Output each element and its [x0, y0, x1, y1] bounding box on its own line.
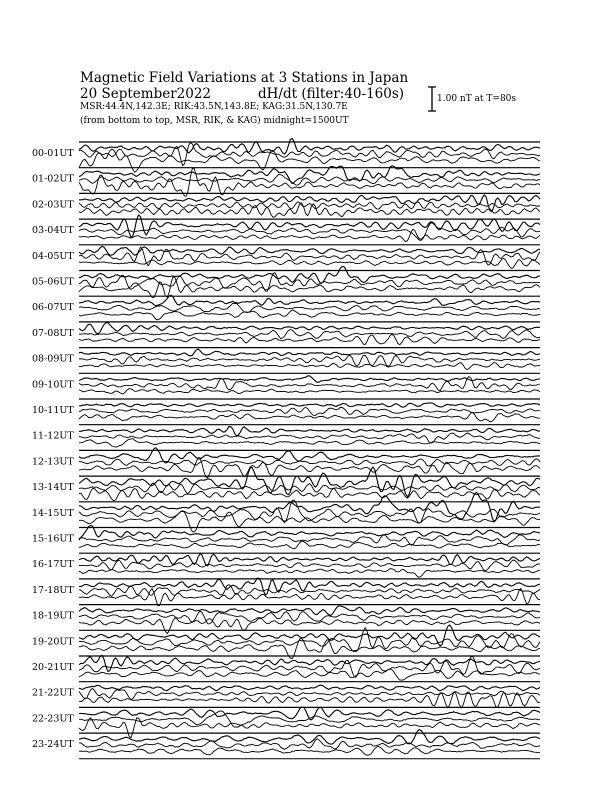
station-trace-msr: [79, 458, 540, 478]
hour-rows: [32, 139, 540, 759]
row-label: 05-06UT: [32, 276, 74, 288]
scale-bar: [428, 87, 436, 111]
station-trace-kag: [79, 554, 540, 566]
hour-row: [32, 322, 540, 345]
station-trace-kag: [79, 215, 540, 237]
station-trace-msr: [79, 258, 540, 268]
row-label: 11-12UT: [32, 430, 74, 442]
hour-row: [32, 166, 540, 196]
station-trace-msr: [79, 149, 540, 172]
station-trace-kag: [79, 349, 540, 356]
station-order-note: (from bottom to top, MSR, RIK, & KAG) midnight=1500UT: [80, 116, 349, 126]
station-trace-kag: [79, 267, 540, 284]
station-trace-msr: [79, 541, 540, 549]
hour-row: [32, 267, 540, 298]
hour-row: [32, 655, 540, 680]
station-trace-kag: [79, 139, 540, 155]
row-label: 06-07UT: [32, 302, 74, 314]
row-label: 00-01UT: [32, 148, 74, 159]
hour-row: [32, 425, 540, 447]
row-label: 01-02UT: [32, 173, 74, 185]
station-trace-rik: [79, 273, 540, 292]
station-trace-msr: [79, 569, 540, 578]
station-trace-rik: [79, 303, 540, 312]
row-label: 21-22UT: [32, 687, 74, 699]
hour-row: [32, 553, 540, 577]
station-trace-rik: [79, 174, 540, 185]
station-trace-msr: [79, 334, 540, 344]
hour-row: [32, 245, 540, 268]
row-label: 20-21UT: [32, 662, 74, 673]
row-label: 17-18UT: [32, 584, 74, 596]
row-label: 08-09UT: [32, 353, 74, 365]
hour-row: [32, 348, 540, 370]
hour-row: [32, 492, 540, 532]
station-trace-kag: [79, 246, 540, 255]
station-trace-kag: [79, 730, 540, 744]
station-coordinates: MSR:44.4N,142.3E; RIK:43.5N,143.8E; KAG:31.5N,130.7E: [80, 102, 348, 112]
hour-row: [32, 578, 540, 606]
chart-quantity: dH/dt (filter:40-160s): [258, 86, 405, 102]
station-trace-msr: [79, 310, 540, 320]
station-trace-rik: [79, 377, 540, 391]
hour-row: [32, 525, 540, 549]
row-label: 13-14UT: [32, 482, 74, 494]
row-label: 19-20UT: [32, 636, 74, 648]
station-trace-rik: [79, 459, 540, 466]
hour-row: [32, 730, 540, 756]
row-label: 16-17UT: [32, 559, 74, 571]
station-trace-rik: [79, 330, 540, 339]
row-label: 12-13UT: [32, 456, 74, 468]
chart-title: Magnetic Field Variations at 3 Stations in Japan: [80, 70, 409, 86]
row-label: 10-11UT: [32, 405, 74, 416]
hour-row: [32, 625, 540, 659]
station-trace-kag: [79, 492, 540, 522]
row-label: 14-15UT: [32, 507, 74, 519]
station-trace-kag: [79, 625, 540, 646]
station-trace-kag: [79, 685, 540, 691]
station-trace-msr: [79, 203, 540, 217]
station-trace-kag: [79, 323, 540, 334]
station-trace-msr: [79, 389, 540, 394]
row-label: 07-08UT: [32, 327, 74, 339]
station-trace-rik: [79, 202, 540, 210]
hour-row: [32, 399, 540, 422]
hour-row: [32, 448, 540, 478]
hour-row: [32, 682, 540, 708]
station-trace-msr: [79, 669, 540, 680]
row-label: 18-19UT: [32, 610, 74, 622]
station-trace-rik: [79, 585, 540, 597]
hour-row: [32, 295, 540, 320]
station-trace-kag: [79, 403, 540, 407]
hour-row: [32, 193, 540, 217]
station-trace-msr: [79, 618, 540, 634]
station-trace-rik: [79, 739, 540, 750]
hour-row: [32, 215, 540, 242]
station-trace-msr: [79, 413, 540, 422]
station-trace-msr: [79, 168, 540, 196]
station-trace-rik: [79, 143, 540, 166]
hour-row: [32, 605, 540, 634]
row-label: 04-05UT: [32, 250, 74, 262]
station-trace-rik: [79, 433, 540, 443]
row-label: 09-10UT: [32, 379, 74, 391]
station-trace-rik: [79, 407, 540, 415]
station-trace-msr: [79, 363, 540, 370]
chart-date: 20 September2022: [80, 86, 212, 102]
scale-bar-label: 1.00 nT at T=80s: [437, 94, 517, 104]
row-label: 22-23UT: [32, 713, 74, 725]
row-label: 02-03UT: [32, 199, 74, 211]
row-label: 23-24UT: [32, 739, 74, 751]
row-label: 15-16UT: [32, 533, 74, 545]
row-label: 03-04UT: [32, 225, 74, 237]
station-trace-msr: [79, 439, 540, 448]
station-trace-rik: [79, 535, 540, 545]
station-trace-rik: [79, 483, 540, 493]
hour-row: [32, 373, 540, 394]
station-trace-kag: [79, 376, 540, 383]
station-trace-kag: [79, 606, 540, 615]
